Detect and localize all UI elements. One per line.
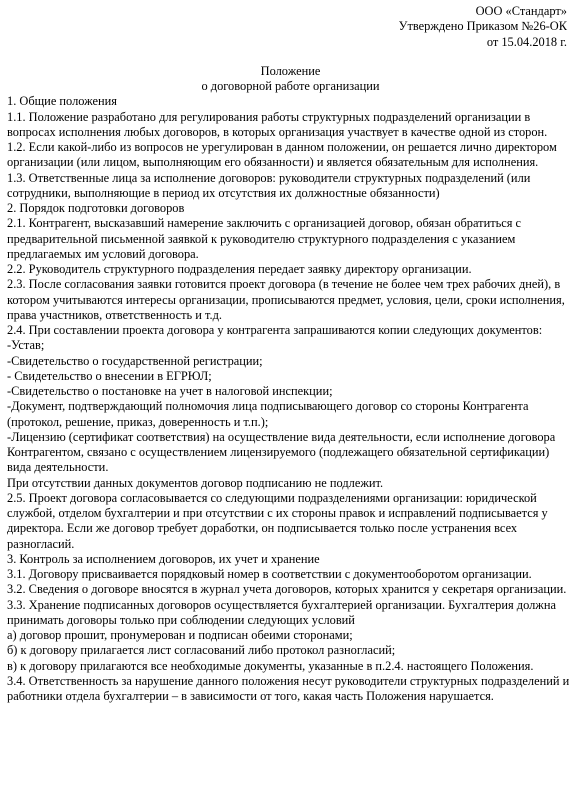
title-line-2: о договорной работе организации — [201, 79, 380, 93]
approval-order: Утверждено Приказом №26-ОК — [398, 19, 567, 34]
list-item-license: -Лицензию (сертификат соответствия) на осуществление вида деятельности, если исполнение договора Контрагентом, связано с осуществлением лицензируемого (подлежащего обязательной сертификации) вида деятельности. — [7, 429, 556, 475]
paragraph-2-5: 2.5. Проект договора согласовывается со следующими подразделениями организации: юридической службой, отделом бухгалтерии и при отсутствии с их стороны правок и исправлений подписывается у директора. Если же договор требует доработки, он подписывается только после устранения всех разногласий. — [7, 490, 548, 551]
list-item-b: б) к договору прилагается лист согласований либо протокол разногласий; — [7, 643, 396, 658]
organization-name: ООО «Стандарт» — [475, 4, 567, 18]
document-title — [7, 64, 574, 95]
paragraph-2-1: 2.1. Контрагент, высказавший намерение заключить с организацией договор, обязан обратиться с предварительной письменной заявкой к руководителю структурного подразделения с указанием предлагаемых им условий договора. — [7, 216, 522, 261]
paragraph-3-4: 3.4. Ответственность за нарушение данного положения несут руководители структурных подразделений и работники отдела бухгалтерии – в зависимости от того, какая часть Положения нарушается. — [7, 673, 570, 703]
list-item-c: в) к договору прилагаются все необходимые документы, указанные в п.2.4. настоящего Положения. — [7, 658, 534, 673]
document-body — [7, 94, 574, 704]
section-heading-control: 3. Контроль за исполнением договоров, их учет и хранение — [7, 551, 320, 566]
paragraph-3-1: 3.1. Договору присваивается порядковый номер в соответствии с документооборотом организации. — [7, 567, 532, 581]
list-item-registration: -Свидетельство о государственной регистрации; — [7, 353, 263, 368]
paragraph-2-2: 2.2. Руководитель структурного подразделения передает заявку директору организации. — [7, 262, 472, 276]
paragraph-no-documents: При отсутствии данных документов договор подписанию не подлежит. — [7, 475, 384, 490]
paragraph-1-2: 1.2. Если какой-либо из вопросов не урегулирован в данном положении, он решается лично директором организации (или лицом, выполняющим его обязанности) и является обязательным для исполнения. — [7, 140, 557, 170]
list-item-egrul: - Свидетельство о внесении в ЕГРЮЛ; — [7, 368, 212, 383]
section-heading-preparation: 2. Порядок подготовки договоров — [7, 201, 185, 215]
paragraph-1-3: 1.3. Ответственные лица за исполнение договоров: руководители структурных подразделений (или сотрудники, выполняющие в период их отсутствия их должностные обязанности) — [7, 170, 531, 200]
paragraph-1-1: 1.1. Положение разработано для регулирования работы структурных подразделений организации в вопросах исполнения любых договоров, в которых организация участвует в качестве одной из сторон. — [7, 109, 548, 139]
paragraph-3-2: 3.2. Сведения о договоре вносятся в журнал учета договоров, которых хранится у секретаря организации. — [7, 582, 567, 597]
list-item-tax: -Свидетельство о постановке на учет в налоговой инспекции; — [7, 384, 333, 398]
approval-header — [7, 4, 574, 50]
paragraph-2-4: 2.4. При составлении проекта договора у контрагента запрашиваются копии следующих документов: — [7, 323, 543, 337]
title-line-1: Положение — [260, 63, 321, 78]
list-item-a: а) договор прошит, пронумерован и подписан обеими сторонами; — [7, 628, 353, 642]
section-heading-general: 1. Общие положения — [7, 94, 118, 109]
list-item-authority: -Документ, подтверждающий полномочия лица подписывающего договор со стороны Контрагента (протокол, решение, приказ, доверенность и т.п.); — [7, 399, 529, 429]
paragraph-3-3: 3.3. Хранение подписанных договоров осуществляется бухгалтерией организации. Бухгалтерия должна принимать договоры только при соблюдении следующих условий — [7, 597, 556, 627]
approval-date: от 15.04.2018 г. — [486, 34, 567, 49]
paragraph-2-3: 2.3. После согласования заявки готовится проект договора (в течение не более чем трех рабочих дней), в котором учитываются интересы организации, прописываются предмет, условия, цели, сроки исполнения, права участников, ответственность и т.д. — [7, 277, 565, 322]
list-item-charter: -Устав; — [7, 338, 45, 353]
